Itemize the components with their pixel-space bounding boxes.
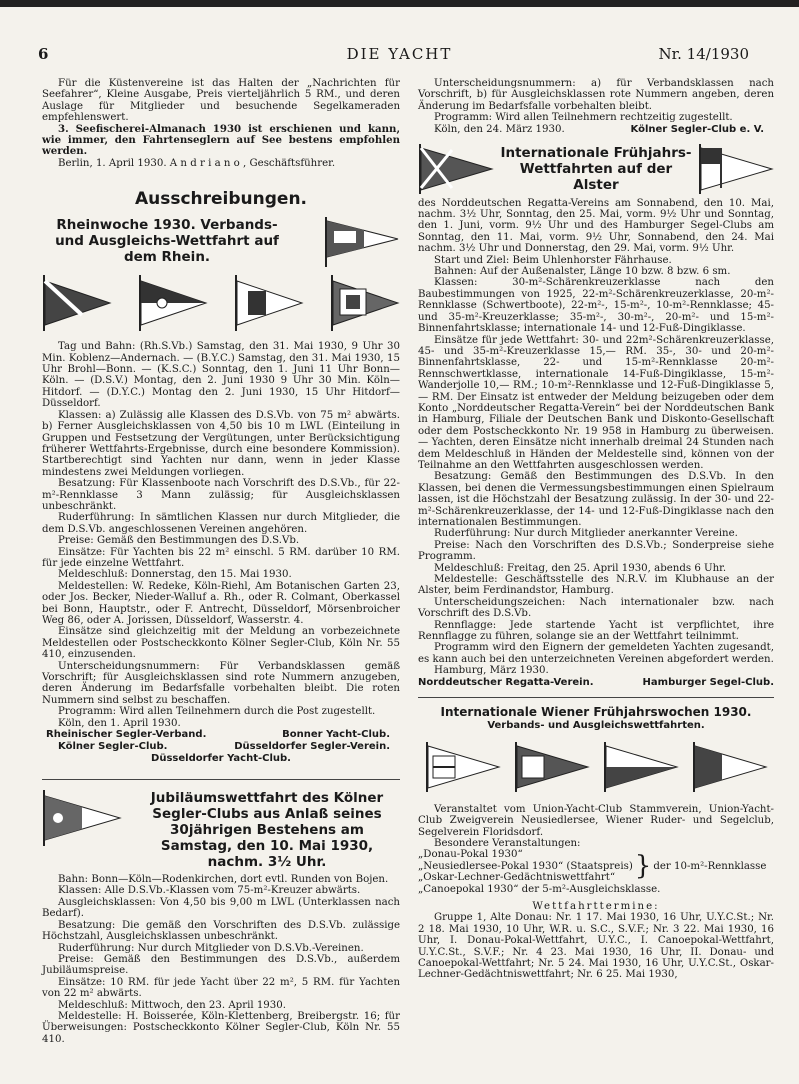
issue-number: Nr. 14/1930 [658, 45, 749, 63]
divider [418, 697, 774, 698]
wien-prizes-label: Besondere Veranstaltungen: [434, 837, 581, 849]
section-title: Ausschreibungen. [134, 189, 308, 210]
signatory: Düsseldorfer Segler-Verein. [234, 741, 390, 753]
magazine-title: DIE YACHT [346, 45, 453, 63]
rhein-paragraph: Preise: Gemäß den Bestimmungen des D.S.Vb. [58, 535, 300, 547]
alster-date: Hamburg, März 1930. [434, 665, 549, 677]
rhein-date: Köln, den 1. April 1930. [58, 717, 181, 729]
intro-signature: Berlin, 1. April 1930. A n d r i a n o , Geschäftsführer. [58, 157, 336, 169]
alster-paragraph: Unterscheidungszeichen: Nach internationaler bzw. nach Vorschrift des D.S.Vb. [418, 596, 774, 620]
flag-icon [138, 275, 208, 331]
flag-icon [692, 742, 768, 792]
flag-icon [324, 217, 400, 267]
rhein-paragraph: Meldeschluß: Donnerstag, den 15. Mai 1930. [58, 569, 292, 581]
flag-icon [603, 742, 679, 792]
rhein-paragraph: Einsätze sind gleichzeitig mit der Meldung an vorbezeichnete Meldestellen oder Postscheckkonto Kölner Segler-Club, Köln Nr. 55 410, einzusenden. [42, 626, 400, 661]
alster-paragraph: Ruderführung: Nur durch Mitglieder anerkannter Vereine. [434, 528, 738, 540]
flag-icon [42, 275, 112, 331]
rhein-paragraph: Programm: Wird allen Teilnehmern durch die Post zugestellt. [58, 706, 376, 718]
brace: } [634, 851, 652, 882]
page-number: 6 [38, 45, 49, 63]
flag-icon [42, 790, 122, 846]
jubilaeum-paragraph: Meldeschluß: Mittwoch, den 23. April 1930. [58, 999, 286, 1011]
jubilaeum-title: Jubiläumswettfahrt des Kölner Segler-Clubs aus Anlaß seines 30jährigen Bestehens am Samstag, den 10. Mai 1930, nachm. 3½ Uhr. [150, 790, 384, 871]
top-border [0, 0, 799, 7]
alster-paragraph: Rennflagge: Jede startende Yacht ist verpflichtet, ihre Rennflagge zu führen, solange sie an der Wettfahrt teilnimmt. [418, 619, 774, 643]
rhein-paragraph: Einsätze: Für Yachten bis 22 m² einschl. 5 RM. darüber 10 RM. für jede einzelne Wettfahrt. [42, 546, 400, 569]
rhein-paragraph: Besatzung: Für Klassenboote nach Vorschrift des D.S.Vb., für 22-m²-Rennklasse 3 Mann zulässig; für Ausgleichsklassen unbeschränkt. [42, 478, 400, 512]
alster-paragraph: Programm wird den Eignern der gemeldeten Yachten zugesandt, es kann auch bei den unterzeichneten Vereinen abgefordert werden. [418, 642, 774, 665]
prize-item: „Neusiedlersee-Pokal 1930“ (Staatspreis) [418, 860, 633, 872]
left-column [42, 78, 400, 1045]
alster-paragraph: des Norddeutschen Regatta-Vereins am Sonnabend, den 10. Mai, nachm. 3½ Uhr, Sonntag, den 25. Mai, vorm. 9½ Uhr und Sonntag, den 1. Juni, vorm. 9½ Uhr und des Hamburger Segel-Clubs am Sonntag, den 11. Mai, vorm. 9½ Uhr, Sonnabend, den 24. Mai nachm. 3½ Uhr und Donnerstag, den 29. Mai, vorm. 9½ Uhr. [418, 197, 774, 255]
intro-paragraph: Für die Küstenvereine ist das Halten der „Nachrichten für Seefahrer“, Kleine Ausgabe, Preis vierteljährlich 5 RM., und deren Auslage für Mitglieder und besuchende Segelkameraden empfehlenswert. [42, 78, 400, 124]
rhein-paragraph: Unterscheidungsnummern: Für Verbandsklassen gemäß Vorschrift; für Ausgleichsklassen sind rote Nummern anzugeben, deren Änderung im Bedarfsfalle vorbehalten bleibt. Die roten Nummern sind selbst zu beschaffen. [42, 660, 400, 706]
rhein-paragraph: Tag und Bahn: (Rh.S.Vb.) Samstag, den 31. Mai 1930, 9 Uhr 30 Min. Koblenz—Andernach. — (B.Y.C.) Samstag, den 31. Mai 1930, 15 Uhr Brohl—Bonn. — (K.S.C.) Sonntag, den 1. Juni 11 Uhr Bonn—Köln. — (D.S.V.) Montag, den 2. Juni 1930 9 Uhr 30 Min. Köln—Hitdorf. — (D.Y.C.) Montag den 2. Juni 1930, 15 Uhr Hitdorf—Düsseldorf. [42, 341, 400, 410]
koeln-paragraph: Unterscheidungsnummern: a) für Verbandsklassen nach Vorschrift, b) für Ausgleichsklassen rote Nummern angeben, deren Änderung im Bedarfsfalle vorbehalten bleibt. [418, 78, 774, 112]
flag-icon [234, 275, 304, 331]
jubilaeum-paragraph: Einsätze: 10 RM. für jede Yacht über 22 m², 5 RM. für Yachten von 22 m² abwärts. [42, 976, 400, 1000]
jubilaeum-paragraph: Bahn: Bonn—Köln—Rodenkirchen, dort evtl. Runden von Bojen. [58, 874, 389, 886]
rhein-title: Rheinwoche 1930. Verbands- und Ausgleichs-Wettfahrt auf dem Rhein. [55, 217, 279, 266]
prize-brace-note: der 10-m²-Rennklasse [653, 860, 767, 872]
flag-icon [330, 275, 400, 331]
wien-subtitle: Verbands- und Ausgleichswettfahrten. [487, 719, 705, 731]
jubilaeum-paragraph: Ruderführung: Nur durch Mitglieder von D.S.Vb.-Vereinen. [58, 942, 364, 954]
wien-flags [418, 742, 774, 794]
signatory: Düsseldorfer Yacht-Club. [151, 753, 291, 765]
jubilaeum-paragraph: Ausgleichsklassen: Von 4,50 bis 9,00 m LWL (Unterklassen nach Bedarf). [42, 896, 400, 920]
jubilaeum-paragraph: Besatzung: Die gemäß den Vorschriften des D.S.Vb. zulässige Höchstzahl, Ausgleichsklassen unbeschränkt. [42, 919, 400, 943]
prize-item: „Donau-Pokal 1930“ [418, 849, 523, 861]
rhein-paragraph: Klassen: a) Zulässig alle Klassen des D.S.Vb. von 75 m² abwärts. b) Ferner Ausgleichsklassen von 4,50 bis 10 m LWL (Einteilung in Gruppen und Festsetzung der Vergütungen, unter Berücksichtigung früherer Wettfahrts-Ergebnisse, durch eine besondere Kommission). Startberechtigt sind Yachten nur dann, wenn in jeder Klasse mindestens zwei Meldungen vorliegen. [42, 409, 400, 478]
prize-item: „Oskar-Lechner-Gedächtniswettfahrt“ [418, 872, 616, 884]
jubilaeum-paragraph: Meldestelle: H. Boisserée, Köln-Klettenberg, Breibergstr. 16; für Überweisungen: Postscheckkonto Kölner Segler-Club, Köln Nr. 55 410. [42, 1010, 400, 1045]
flag-icon [425, 742, 501, 792]
intro-paragraph: 3. Seefischerei-Almanach 1930 ist erschienen und kann, wie immer, den Fahrtenseglern auf See bestens empfohlen werden. [42, 122, 400, 158]
alster-paragraph: Bahnen: Auf der Außenalster, Länge 10 bzw. 8 bzw. 6 sm. [434, 266, 731, 278]
alster-paragraph: Meldeschluß: Freitag, den 25. April 1930, abends 6 Uhr. [434, 562, 727, 574]
jubilaeum-paragraph: Preise: Gemäß den Bestimmungen des D.S.Vb., außerdem Jubiläumspreise. [42, 953, 400, 977]
flag-icon [698, 144, 774, 194]
koeln-date: Köln, den 24. März 1930. [434, 123, 565, 135]
alster-paragraph: Besatzung: Gemäß den Bestimmungen des D.S.Vb. In den Klassen, bei denen die Vermessungsbestimmungen einen Spielraum lassen, ist die Höchstzahl der Besatzung zulässig. In der 30- und 22-m²-Schärenkreuzerklasse, der 14- und 12-Fuß-Dingiklasse nach den internationalen Bestimmungen. [418, 471, 774, 528]
signatory: Bonner Yacht-Club. [282, 729, 390, 741]
rhein-paragraph: Meldestellen: W. Redeke, Köln-Riehl, Am Botanischen Garten 23, oder Jos. Becker, Nieder-Walluf a. Rh., oder R. Colmant, Oberkassel bei Bonn, Hauptstr., oder F. Antrecht, Düsseldorf, Mörsenbroicher Weg 86, oder A. Jorissen, Düsseldorf, Wasserstr. 4. [42, 580, 400, 626]
right-column [418, 78, 774, 981]
alster-paragraph: Klassen: 30-m²-Schärenkreuzerklasse nach den Baubestimmungen von 1925, 22-m²-Schärenkreuzerklasse, 20-m²-Rennklasse (Schwertboote), 22-m²-, 15-m²-, 10-m²-Rennklasse; 45- und 35-m²-Kreuzerklasse; 35-m²-, 30-m²-, 20-m²- und 15-m²-Binnenfahrtsklasse; internationale 14- und 12-Fuß-Dingiklasse. [418, 277, 774, 335]
club-flags [42, 275, 400, 333]
flag-icon [418, 144, 494, 194]
divider [42, 779, 400, 780]
signatory: Norddeutscher Regatta-Verein. [418, 676, 594, 688]
termine-paragraph: Gruppe 1, Alte Donau: Nr. 1 17. Mai 1930, 16 Uhr, U.Y.C.St.; Nr. 2 18. Mai 1930, 10 Uhr, W.R. u. S.C., S.V.F.; Nr. 3 22. Mai 1930, 16 Uhr, I. Donau-Pokal-Wettfahrt, U.Y.C., I. Canoepokal-Wettfahrt, U.Y.C.St., S.V.F.; Nr. 4 23. Mai 1930, 16 Uhr, II. Donau- und Canoepokal-Wettfahrt; Nr. 5 24. Mai 1930, 16 Uhr, U.Y.C.St., Oskar-Lechner-Gedächtniswettfahrt; Nr. 6 25. Mai 1930, [418, 912, 774, 981]
wien-paragraph: Veranstaltet vom Union-Yacht-Club Stammverein, Union-Yacht-Club Zweigverein Neusiedlersee, Wiener Ruder- und Segelclub, Segelverein Floridsdorf. [418, 803, 774, 838]
alster-title: Internationale Frühjahrs-Wettfahrten auf der Alster [500, 144, 692, 193]
signatory: Hamburger Segel-Club. [642, 676, 774, 688]
koeln-paragraph: Programm: Wird allen Teilnehmern rechtzeitig zugestellt. [434, 112, 733, 124]
wien-title: Internationale Wiener Frühjahrswochen 1930. [440, 704, 752, 719]
signatory: Kölner Segler-Club. [58, 741, 168, 753]
flag-icon [514, 742, 590, 792]
alster-paragraph: Preise: Nach den Vorschriften des D.S.Vb.; Sonderpreise siehe Programm. [418, 539, 774, 563]
jubilaeum-paragraph: Klassen: Alle D.S.Vb.-Klassen vom 75-m²-Kreuzer abwärts. [58, 885, 361, 897]
alster-paragraph: Meldestelle: Geschäftsstelle des N.R.V. im Klubhause an der Alster, beim Ferdinandstor, Hamburg. [418, 574, 774, 597]
prize-item: „Canoepokal 1930“ der 5-m²-Ausgleichsklasse. [418, 883, 661, 895]
alster-paragraph: Start und Ziel: Beim Uhlenhorster Fährhause. [434, 254, 672, 266]
signatory: Rheinischer Segler-Verband. [46, 729, 207, 741]
signatory: Kölner Segler-Club e. V. [630, 123, 764, 135]
rhein-paragraph: Ruderführung: In sämtlichen Klassen nur durch Mitglieder, die dem D.S.Vb. angeschlossenen Vereinen angehören. [42, 512, 400, 535]
alster-paragraph: Einsätze für jede Wettfahrt: 30- und 22m²-Schärenkreuzerklasse, 45- und 35-m²-Kreuzerklasse 15,— RM. 35-, 30- und 20-m²-Binnenfahrtsklasse, 22- und 15-m²-Rennklasse 20-m²-Rennschwertklasse, internationale 14-Fuß-Dingiklasse, 15-m²-Wanderjolle 10,— RM.; 10-m²-Rennklasse und 12-Fuß-Dingiklasse 5,— RM. Der Einsatz ist entweder der Meldung beizugeben oder dem Konto „Norddeutscher Regatta-Verein“ bei der Norddeutschen Bank in Hamburg, Filiale der Deutschen Bank und Diskonto-Gesellschaft oder dem Postscheckkonto Nr. 19 958 in Hamburg zu überweisen. — Yachten, deren Einsätze nicht innerhalb dreimal 24 Stunden nach dem Meldeschluß in Händen der Meldestelle sind, können von der Teilnahme an den Wettfahrten ausgeschlossen werden. [418, 334, 774, 471]
termine-title: Wettfahrttermine: [532, 900, 660, 912]
